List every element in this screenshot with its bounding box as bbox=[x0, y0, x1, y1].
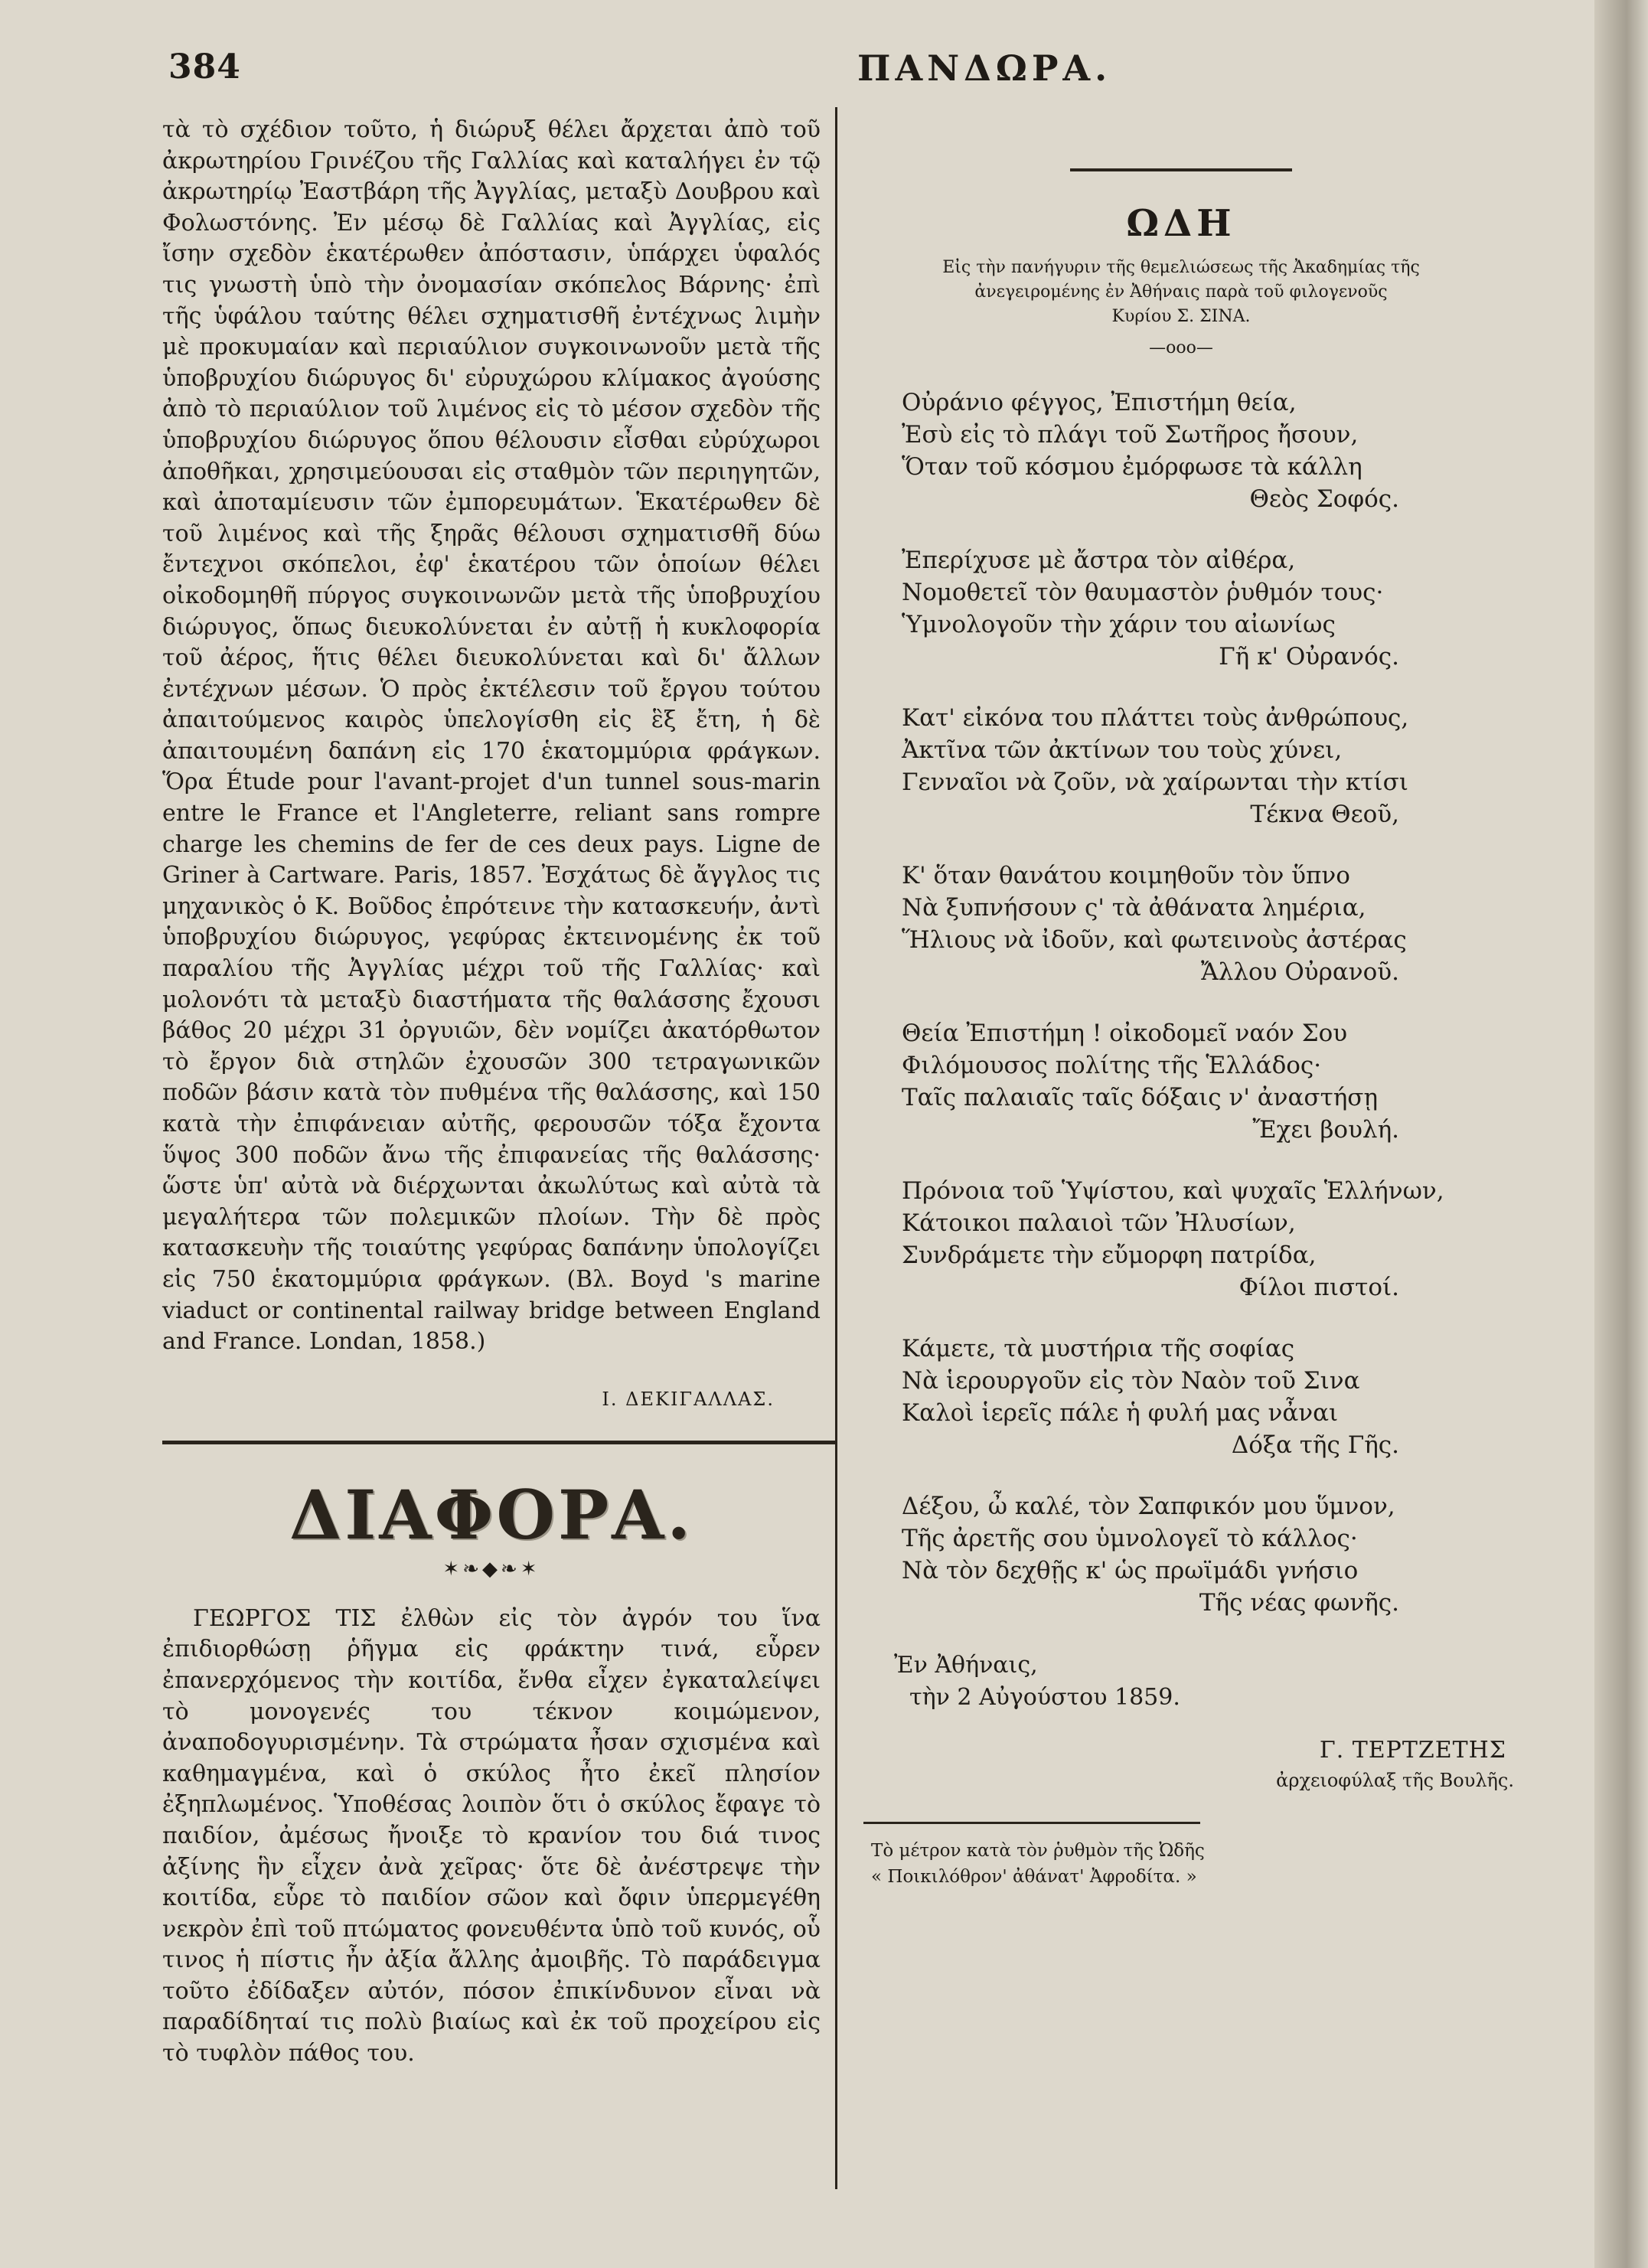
footnote bbox=[848, 1838, 1514, 1890]
poem-line: Ὑμνολογοῦν τὴν χάριν του αἰωνίως bbox=[902, 611, 1336, 638]
page-header bbox=[168, 47, 1546, 93]
poem-line: Κάμετε, τὰ μυστήρια τῆς σοφίας bbox=[902, 1335, 1295, 1362]
poem-line: Δέξου, ὦ καλέ, τὸν Σαπφικόν μου ὕμνον, bbox=[902, 1493, 1395, 1520]
right-column bbox=[848, 115, 1514, 1890]
poem-stanza bbox=[848, 1333, 1514, 1461]
poem-line: Φιλόμουσος πολίτης τῆς Ἑλλάδος· bbox=[902, 1052, 1322, 1079]
poem-place-date bbox=[848, 1650, 1514, 1714]
poem-line: Φίλοι πιστοί. bbox=[1238, 1274, 1399, 1301]
poem-stanza bbox=[848, 702, 1514, 831]
poem-line: Θεὸς Σοφός. bbox=[1249, 485, 1399, 513]
poem-stanza bbox=[848, 1017, 1514, 1146]
dedication-line: Εἰς τὴν πανήγυριν τῆς θεμελιώσεως τῆς Ἀκαδημίας τῆς bbox=[942, 258, 1420, 277]
poem-stanza bbox=[848, 860, 1514, 988]
poem-line: Πρόνοια τοῦ Ὑψίστου, καὶ ψυχαῖς Ἑλλήνων, bbox=[902, 1177, 1444, 1205]
dedication-separator: —οοο— bbox=[1149, 338, 1213, 357]
poem-line: Ἐσὺ εἰς τὸ πλάγι τοῦ Σωτῆρος ἤσουν, bbox=[902, 421, 1359, 449]
poem-line: Συνδράμετε τὴν εὔμορφη πατρίδα, bbox=[902, 1242, 1317, 1269]
poem-line: Ἄλλου Οὐρανοῦ. bbox=[1200, 958, 1399, 986]
footnote-line: « Ποικιλόθρον' ἀθάνατ' Ἀφροδίτα. » bbox=[871, 1867, 1197, 1887]
poet-name: Γ. ΤΕΡΤΖΕΤΗΣ bbox=[1319, 1737, 1506, 1764]
poem-line: Τέκνα Θεοῦ, bbox=[1250, 801, 1399, 828]
poem-line: Γῆ κ' Οὐρανός. bbox=[1219, 643, 1399, 671]
poem-line: Δόξα τῆς Γῆς. bbox=[1231, 1431, 1399, 1459]
section-rule bbox=[162, 1441, 836, 1444]
poem-line: Νὰ ξυπνήσουν ς' τὰ ἀθάνατα λημέρια, bbox=[902, 894, 1366, 922]
poem-line: Ὅταν τοῦ κόσμου ἐμόρφωσε τὰ κάλλη bbox=[902, 453, 1362, 481]
miscellany-story: ΓΕΩΡΓΟΣ ΤΙΣ ἐλθὼν εἰς τὸν ἀγρόν του ἵνα ἐπιδιορθώσῃ ῥῆγμα εἰς φράκτην τινά, εὗρεν ἐπανερχόμενος τὴν κοιτίδα, ἔνθα εἶχεν ἐγκαταλείψει τὸ μονογενές του τέκνον κοιμώμενον, ἀναποδογυρισμένην. Τὰ στρώματα ἦσαν σχισμένα καὶ καθημαγμένα, καὶ ὁ σκύλος ἦτο ἐκεῖ πλησίον ἐξηπλωμένος. Ὑποθέσας λοιπὸν ὅτι ὁ σκύλος ἔφαγε τὸ παιδίον, ἀμέσως ἤνοιξε τὸ κρανίον του διά τινος ἀξίνης ἣν εἶχεν ἀνὰ χεῖρας· ὅτε δὲ ἀνέστρεψε τὴν κοιτίδα, εὗρε τὸ παιδίον σῶον καὶ ὄφιν ὑπερμεγέθη νεκρὸν ἐπὶ τοῦ πτώματος φονευθέντα ὑπὸ τοῦ κυνός, οὗ τινος ἡ πίστις ἦν ἀξία ἄλλης ἀμοιβῆς. Τὸ παράδειγμα τοῦτο ἐδίδαξεν αὐτόν, πόσον ἐπικίνδυνον εἶναι νὰ παραδίδηταί τις πολὺ βιαίως καὶ ἐκ τοῦ προχείρου εἰς τὸ τυφλὸν πάθος του. bbox=[162, 1604, 821, 2067]
dedication-line: Κυρίου Σ. ΣΙΝΑ. bbox=[1111, 307, 1251, 326]
poem-line: Κατ' εἰκόνα του πλάττει τοὺς ἀνθρώπους, bbox=[902, 704, 1409, 732]
page-number: 384 bbox=[168, 47, 241, 86]
footnote-rule bbox=[863, 1822, 1200, 1824]
poem-line: Κάτοικοι παλαιοὶ τῶν Ἠλυσίων, bbox=[902, 1209, 1296, 1237]
ornament-icon: ✶❧◆❧✶ bbox=[442, 1557, 540, 1581]
poem-stanza bbox=[848, 1490, 1514, 1619]
poem-stanzas bbox=[848, 387, 1514, 1619]
poem-line: Νομοθετεῖ τὸν θαυμαστὸν ῥυθμόν τους· bbox=[902, 579, 1384, 606]
column-divider bbox=[835, 107, 837, 2189]
poem-line: Κ' ὅταν θανάτου κοιμηθοῦν τὸν ὕπνο bbox=[902, 862, 1350, 889]
poem-title: ΩΔΗ bbox=[1126, 202, 1236, 245]
poem-line: Θεία Ἐπιστήμη ! οἰκοδομεῖ ναόν Σου bbox=[902, 1020, 1348, 1047]
left-column bbox=[162, 115, 821, 2070]
poem-line: Ἥλιους νὰ ἰδοῦν, καὶ φωτεινοὺς ἀστέρας bbox=[902, 926, 1407, 954]
poem-line: Ἔχει βουλή. bbox=[1252, 1116, 1399, 1144]
article-text: τὰ τὸ σχέδιον τοῦτο, ἡ διώρυξ θέλει ἄρχεται ἀπὸ τοῦ ἀκρωτηρίου Γρινέζου τῆς Γαλλίας καὶ καταλήγει ἐν τῷ ἀκρωτηρίῳ Ἐαστβάρη τῆς Ἀγγλίας, μεταξὺ Δουβρου καὶ Φολωστόνης. Ἐν μέσῳ δὲ Γαλλίας καὶ Ἀγγλίας, εἰς ἴσην σχεδὸν ἑκατέρωθεν ἀπόστασιν, ὑπάρχει ὑφαλός τις γνωστὴ ὑπὸ τὴν ὀνομασίαν σκόπελος Βάρνης· ἐπὶ τῆς ὑφάλου ταύτης θέλει σχηματισθῆ ἐντέχνως λιμὴν μὲ προκυμαίαν καὶ περιαύλιον συγκοινωνοῦν μετὰ τῆς ὑποβρυχίου διώρυγος δι' εὐρυχώρου κλίμακος ἀγούσης ἀπὸ τὸ περιαύλιον τοῦ λιμένος εἰς τὸ μέσον σχεδὸν τῆς ὑποβρυχίου διώρυγος ὅπου θέλουσιν εἶσθαι εὐρύχωροι ἀποθῆκαι, χρησιμεύουσαι εἰς σταθμὸν τῶν περιηγητῶν, καὶ ἀποταμίευσιν τῶν ἐμπορευμάτων. Ἑκατέρωθεν δὲ τοῦ λιμένος καὶ τῆς ξηρᾶς θέλουσι σχηματισθῆ δύω ἔντεχνοι σκόπελοι, ἐφ' ἑκατέρου τῶν ὁποίων θέλει οἰκοδομηθῆ πύργος συγκοινωνῶν μετὰ τῆς ὑποβρυχίου διώρυγος, ὅπως διευκολύνεται ἐν αὐτῇ ἡ κυκλοφορία τοῦ ἀέρος, ἥτις θέλει διευκολύνεται καὶ δι' ἄλλων ἐντέχνων μέσων. Ὁ πρὸς ἐκτέλεσιν τοῦ ἔργου τούτου ἀπαιτούμενος καιρὸς ὑπελογίσθη εἰς ἓξ ἔτη, ἡ δὲ ἀπαιτουμένη δαπάνη εἰς 170 ἑκατομμύρια φράγκων. Ὅρα Étude pour l'avant-projet d'un tunnel sous-marin entre le France et l'Angleterre, reliant sans rompre charge les chemins de fer de ces deux pays. Ligne de Griner à Cartware. Paris, 1857. Ἐσχάτως δὲ ἄγγλος τις μηχανικὸς ὁ Κ. Βοῦδος ἐπρότεινε τὴν κατασκευήν, ἀντὶ ὑποβρυχίου διώρυγος, γεφύρας ἐκτεινομένης ἐκ τοῦ παραλίου τῆς Ἀγγλίας μέχρι τοῦ τῆς Γαλλίας· καὶ μολονότι τὰ μεταξὺ διαστήματα τῆς θαλάσσης ἔχουσι βάθος 20 μέχρι 31 ὀργυιῶν, δὲν νομίζει ἀκατόρθωτον τὸ ἔργον διὰ στηλῶν ἐχουσῶν 300 τετραγωνικῶν ποδῶν βάσιν κατὰ τὸν πυθμένα τῆς θαλάσσης, καὶ 150 κατὰ τὴν ἐπιφάνειαν αὐτῆς, φερουσῶν τόξα ἔχοντα ὕψος 300 ποδῶν ἄνω τῆς ἐπιφανείας τῆς θαλάσσης· ὥστε ὑπ' αὐτὰ νὰ διέρχωνται ἀκωλύτως καὶ αὐτὰ τὰ μεγαλήτερα τῶν πολεμικῶν πλοίων. Τὴν δὲ πρὸς κατασκευὴν τῆς τοιαύτης γεφύρας δαπάνην ὑπολογίζει εἰς 750 ἑκατομμύρια φράγκων. (Βλ. Boyd 's marine viaduct or continental railway bridge between England and France. Londan, 1858.) bbox=[162, 116, 821, 1356]
poet-role: ἀρχειοφύλαξ τῆς Βουλῆς. bbox=[1276, 1770, 1514, 1791]
poem-line: Ἐπερίχυσε μὲ ἄστρα τὸν αἰθέρα, bbox=[902, 547, 1296, 574]
poem-stanza bbox=[848, 387, 1514, 515]
poem-line: Ταῖς παλαιαῖς ταῖς δόξαις ν' ἀναστήσῃ bbox=[902, 1084, 1379, 1111]
footnote-line: Τὸ μέτρον κατὰ τὸν ῥυθμὸν τῆς Ὠδῆς bbox=[871, 1841, 1205, 1861]
dedication-line: ἀνεγειρομένης ἐν Ἀθήναις παρὰ τοῦ φιλογενοῦς bbox=[974, 282, 1388, 302]
poem-line: Καλοὶ ἱερεῖς πάλε ἡ φυλή μας νἆναι bbox=[902, 1399, 1339, 1427]
poem-line: Τῆς ἀρετῆς σου ὑμνολογεῖ τὸ κάλλος· bbox=[902, 1525, 1358, 1552]
poem-dedication bbox=[848, 256, 1514, 329]
journal-title: ΠΑΝΔΩΡΑ. bbox=[857, 47, 1112, 89]
poem-line: Νὰ τὸν δεχθῇς κ' ὡς πρωϊμάδι γνήσιο bbox=[902, 1557, 1359, 1584]
miscellany-heading: ΔΙΑΦΟΡΑ. bbox=[289, 1474, 694, 1555]
poem-line: Ἀκτῖνα τῶν ἀκτίνων του τοὺς χύνει, bbox=[902, 736, 1343, 764]
poem-line: Νὰ ἱερουργοῦν εἰς τὸν Ναὸν τοῦ Σινα bbox=[902, 1367, 1360, 1395]
poem-line: Γενναῖοι νὰ ζοῦν, νὰ χαίρωνται τὴν κτίσι bbox=[902, 769, 1408, 796]
poem-line: Τῆς νέας φωνῆς. bbox=[1199, 1589, 1399, 1617]
article-author: Ι. ΔΕΚΙΓΑΛΛΑΣ. bbox=[602, 1388, 775, 1410]
poem-rule bbox=[1070, 168, 1292, 171]
poem-place: Ἐν Ἀθήναις, bbox=[894, 1652, 1038, 1679]
poem-date: τὴν 2 Αὐγούστου 1859. bbox=[909, 1684, 1180, 1711]
poem-stanza bbox=[848, 1175, 1514, 1304]
poem-line: Οὐράνιο φέγγος, Ἐπιστήμη θεία, bbox=[902, 389, 1297, 416]
poem-stanza bbox=[848, 544, 1514, 673]
